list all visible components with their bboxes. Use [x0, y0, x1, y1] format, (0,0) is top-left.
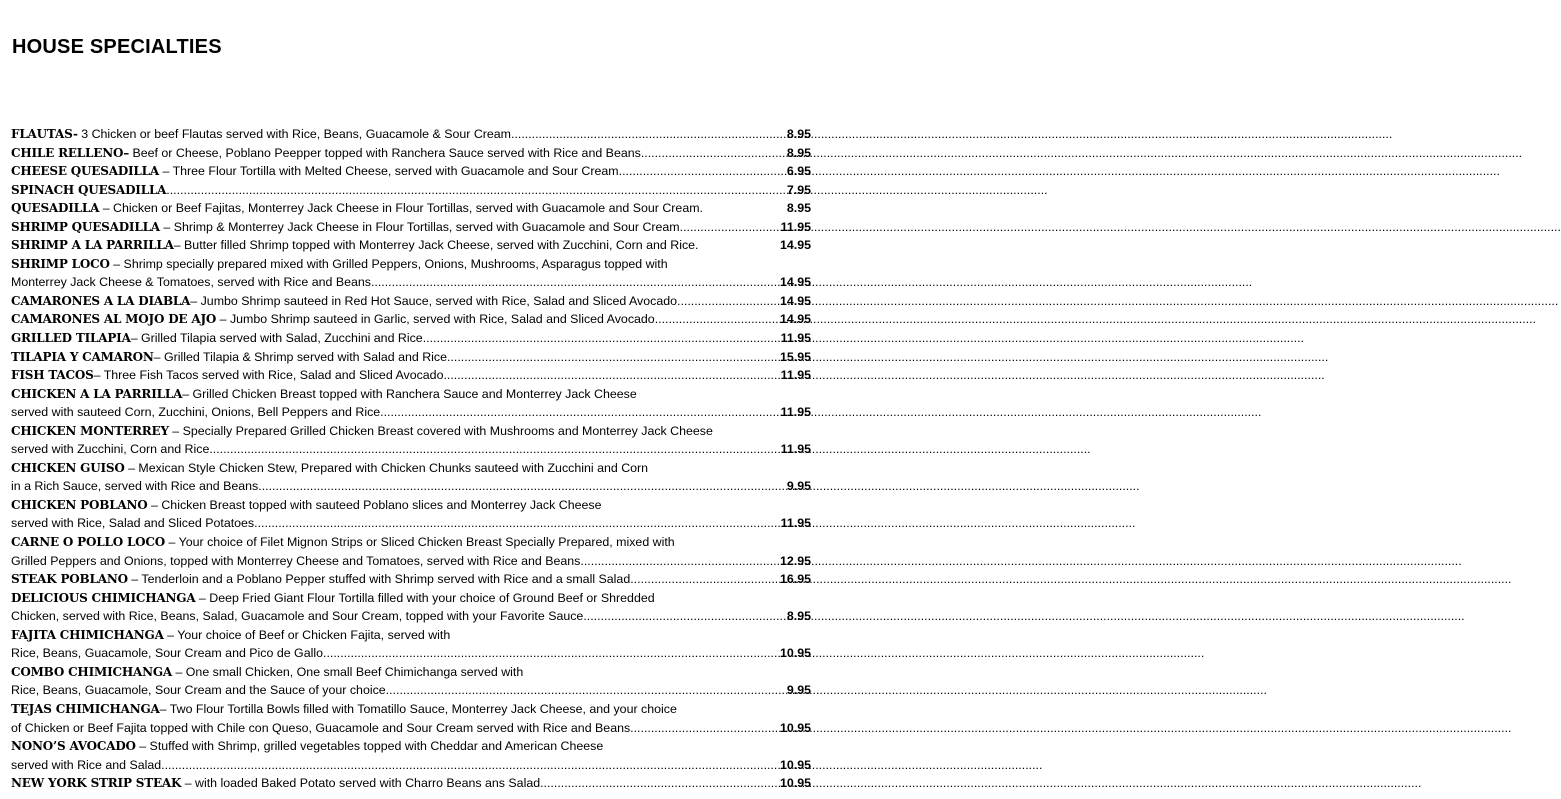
menu-item [11, 385, 811, 422]
menu-item-name: CHICKEN POBLANO [11, 497, 148, 512]
menu-item-description-cont: Monterrey Jack Cheese & Tomatoes, served with Rice and Beans [11, 275, 371, 290]
menu-item-description: – Grilled Tilapia served with Salad, Zucchini and Rice [130, 331, 423, 346]
menu-item-price: 11.95 [780, 405, 811, 420]
dot-leader [254, 514, 763, 533]
menu-item-name: CAMARONES AL MOJO DE AJO [11, 312, 217, 327]
menu-item-name: TILAPIA Y CAMARON [11, 349, 154, 364]
dot-leader [323, 644, 763, 663]
menu-item-description-cont: served with Rice, Salad and Sliced Potatoes [11, 516, 255, 531]
menu-item [11, 162, 811, 181]
menu-item [11, 366, 811, 385]
menu-item [11, 737, 811, 774]
menu-item [11, 218, 811, 237]
menu-item-price: 8.95 [786, 201, 811, 216]
dot-leader [371, 273, 763, 292]
menu-item-price: 14.95 [779, 312, 811, 327]
menu-item-description: – Jumbo Shrimp sauteed in Garlic, served with Rice, Salad and Sliced Avocado [216, 312, 655, 327]
menu-item-price: 16.95 [779, 572, 811, 587]
menu-item-name: SHRIMP A LA PARRILLA [11, 238, 174, 253]
menu-item-price: 11.95 [780, 442, 811, 457]
dot-leader [583, 607, 763, 626]
menu-item [11, 292, 811, 311]
menu-item [11, 459, 811, 496]
menu-item [11, 199, 811, 218]
dot-leader [423, 329, 763, 348]
menu-item [11, 329, 811, 348]
dot-leader [540, 774, 763, 793]
menu-item-description: – Chicken or Beef Fajitas, Monterrey Jack Cheese in Flour Tortillas, served with Guacamole and Sour Cream. [99, 201, 703, 216]
menu-item-price: 11.95 [780, 331, 811, 346]
menu-item-price: 9.95 [786, 683, 811, 698]
menu-item-description: Beef or Cheese, Poblano Peepper topped with Ranchera Sauce served with Rice and Beans [129, 145, 641, 160]
menu-item-price: 10.95 [779, 757, 811, 772]
menu-item-description-cont: Rice, Beans, Guacamole, Sour Cream and the Sauce of your choice [11, 683, 386, 698]
menu-item-name: NEW YORK STRIP STEAK [11, 776, 182, 791]
menu-item-name: CHILE RELLENO– [11, 145, 130, 160]
menu-item-description-cont: of Chicken or Beef Fajita topped with Chile con Queso, Guacamole and Sour Cream served with Rice and Beans [11, 720, 631, 735]
menu-item-name: QUESADILLA [11, 201, 100, 216]
dot-leader [447, 348, 763, 367]
menu-item-description: – Deep Fried Giant Flour Tortilla filled with your choice of Ground Beef or Shredded [195, 590, 655, 605]
menu-item-description: – Your choice of Filet Mignon Strips or Sliced Chicken Breast Specially Prepared, mixed with [165, 535, 675, 550]
menu-item-description: – Butter filled Shrimp topped with Monterrey Jack Cheese, served with Zucchini, Corn and Rice. [173, 238, 699, 253]
menu-item [11, 125, 811, 144]
menu-item-description-cont: served with Zucchini, Corn and Rice [11, 442, 210, 457]
dot-leader [580, 552, 763, 571]
dot-leader [677, 292, 763, 311]
menu-item-price: 14.95 [779, 238, 811, 253]
menu-item-name: CHEESE QUESADILLA [11, 164, 160, 179]
menu-item-description: – Shrimp & Monterrey Jack Cheese in Flour Tortillas, served with Guacamole and Sour Cream [159, 219, 680, 234]
menu-item-price: 12.95 [779, 553, 811, 568]
menu-item-description: – Your choice of Beef or Chicken Fajita, served with [163, 627, 451, 642]
dot-leader [655, 310, 763, 329]
menu-item-price: 10.95 [779, 776, 811, 791]
menu-item-price: 7.95 [786, 182, 811, 197]
menu-item-name: CHICKEN A LA PARRILLA [11, 386, 183, 401]
dot-leader [680, 218, 763, 237]
dot-leader [161, 756, 763, 775]
menu-item [11, 348, 811, 367]
menu-item-name: NONO’S AVOCADO [11, 739, 136, 754]
menu-item-description: – Three Fish Tacos served with Rice, Salad and Sliced Avocado [93, 368, 444, 383]
menu-item-description: – with loaded Baked Potato served with Charro Beans ans Salad [181, 776, 541, 791]
menu-item [11, 589, 811, 626]
menu-item [11, 774, 811, 793]
menu-item-name: GRILLED TILAPIA [11, 331, 131, 346]
menu-item [11, 310, 811, 329]
menu-item-description: – Grilled Chicken Breast topped with Ranchera Sauce and Monterrey Jack Cheese [182, 386, 637, 401]
menu-item-name: CHICKEN MONTERREY [11, 423, 169, 438]
menu-item-description: – Stuffed with Shrimp, grilled vegetables topped with Cheddar and American Cheese [135, 739, 604, 754]
menu-item-price: 14.95 [779, 293, 811, 308]
menu-item-description: – One small Chicken, One small Beef Chimichanga served with [172, 664, 524, 679]
menu-item [11, 570, 811, 589]
menu-item-name: FLAUTAS- [11, 127, 78, 141]
menu-item-name: TEJAS CHIMICHANGA [11, 701, 160, 716]
menu-item-price: 11.95 [780, 219, 811, 234]
menu-item-description: – Jumbo Shrimp sauteed in Red Hot Sauce, served with Rice, Salad and Sliced Avocado [190, 293, 678, 308]
menu-item-description: – Specially Prepared Grilled Chicken Breast covered with Mushrooms and Monterrey Jack Cheese [168, 423, 713, 438]
menu-item-description: – Shrimp specially prepared mixed with Grilled Peppers, Onions, Mushrooms, Asparagus topped with [109, 256, 668, 271]
menu-item [11, 236, 811, 255]
menu-item-price: 11.95 [780, 368, 811, 383]
menu-item-price: 8.95 [786, 145, 811, 160]
menu-item [11, 422, 811, 459]
menu-item [11, 700, 811, 737]
menu-list [11, 125, 811, 793]
menu-item-description-cont: in a Rich Sauce, served with Rice and Beans [11, 479, 259, 494]
dot-leader [630, 719, 763, 738]
menu-item-price: 10.95 [779, 720, 811, 735]
dot-leader [443, 366, 763, 385]
menu-item-name: SPINACH QUESADILLA [11, 182, 167, 197]
menu-item-price: 10.95 [779, 646, 811, 661]
menu-item-name: FAJITA CHIMICHANGA [11, 627, 164, 642]
menu-item-name: COMBO CHIMICHANGA [11, 664, 173, 679]
menu-item [11, 255, 811, 292]
menu-item-description: 3 Chicken or beef Flautas served with Rice, Beans, Guacamole & Sour Cream [77, 127, 511, 141]
menu-item [11, 181, 811, 200]
menu-item-price: 11.95 [780, 516, 811, 531]
dot-leader [641, 144, 763, 163]
menu-item-description-cont: served with Rice and Salad [11, 757, 162, 772]
menu-item [11, 496, 811, 533]
menu-item-price: 8.95 [786, 127, 811, 141]
menu-item-price: 6.95 [786, 164, 811, 179]
menu-item-description-cont: served with sauteed Corn, Zucchini, Onions, Bell Peppers and Rice [11, 405, 381, 420]
dot-leader [258, 477, 763, 496]
dot-leader [166, 181, 763, 200]
menu-item-name: CARNE O POLLO LOCO [11, 535, 166, 550]
menu-item-price: 9.95 [786, 479, 811, 494]
menu-item-description-cont: Rice, Beans, Guacamole, Sour Cream and Pico de Gallo [11, 646, 323, 661]
dot-leader [209, 440, 763, 459]
menu-item-name: DELICIOUS CHIMICHANGA [11, 590, 196, 605]
menu-item-price: 14.95 [779, 275, 811, 290]
menu-item-name: CAMARONES A LA DIABLA [11, 293, 191, 308]
menu-item-name: SHRIMP LOCO [11, 256, 110, 271]
dot-leader [511, 125, 763, 144]
menu-item-name: STEAK POBLANO [11, 572, 128, 587]
menu-item-name: CHICKEN GUISO [11, 460, 125, 475]
menu-item-name: SHRIMP QUESADILLA [11, 219, 160, 234]
dot-leader [380, 403, 763, 422]
page-title: HOUSE SPECIALTIES [12, 36, 222, 58]
menu-item-description: – Tenderloin and a Poblano Pepper stuffed with Shrimp served with Rice and a small Salad [127, 572, 631, 587]
menu-item-description: – Two Flour Tortilla Bowls filled with Tomatillo Sauce, Monterrey Jack Cheese, and your choice [159, 701, 677, 716]
menu-item [11, 663, 811, 700]
dot-leader [630, 570, 763, 589]
dot-leader [386, 681, 763, 700]
menu-item [11, 533, 811, 570]
menu-item-price: 15.95 [779, 349, 811, 364]
menu-item-description: – Chicken Breast topped with sauteed Poblano slices and Monterrey Jack Cheese [147, 497, 602, 512]
menu-item [11, 626, 811, 663]
menu-item-description-cont: Chicken, served with Rice, Beans, Salad, Guacamole and Sour Cream, topped with your Favorite Sauce [11, 609, 584, 624]
dot-leader [619, 162, 763, 181]
menu-item-description-cont: Grilled Peppers and Onions, topped with Monterrey Cheese and Tomatoes, served with Rice and Beans [11, 553, 581, 568]
menu-item-description: – Mexican Style Chicken Stew, Prepared with Chicken Chunks sauteed with Zucchini and Corn [124, 460, 649, 475]
menu-item-description: – Three Flour Tortilla with Melted Cheese, served with Guacamole and Sour Cream [159, 164, 619, 179]
menu-item-description: – Grilled Tilapia & Shrimp served with Salad and Rice [153, 349, 448, 364]
menu-item-name: FISH TACOS [11, 368, 94, 383]
menu-item [11, 144, 811, 163]
menu-item-price: 8.95 [786, 609, 811, 624]
